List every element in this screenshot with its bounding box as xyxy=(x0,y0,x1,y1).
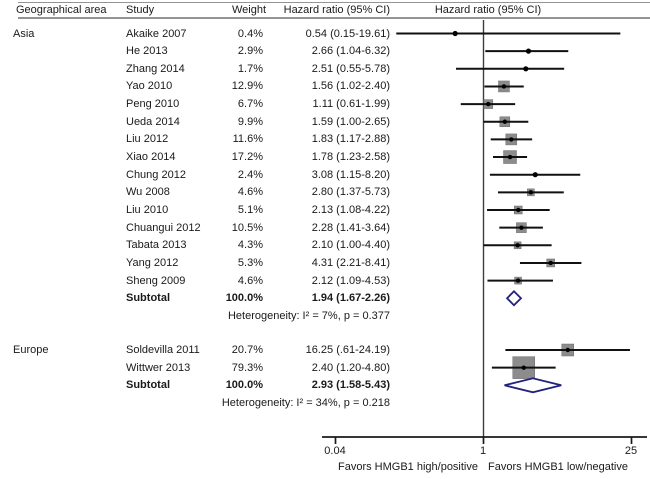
subtotal-weight: 100.0% xyxy=(225,292,263,305)
study-name: Akaike 2007 xyxy=(126,27,187,40)
study-weight: 0.4% xyxy=(237,27,263,40)
study-hr-ci: 3.08 (1.15-8.20) xyxy=(311,168,390,181)
study-weight: 4.3% xyxy=(237,239,263,252)
study-weight: 9.9% xyxy=(237,115,263,128)
study-weight: 17.2% xyxy=(231,151,263,164)
study-hr-ci: 2.13 (1.08-4.22) xyxy=(311,204,390,216)
study-hr-ci: 4.31 (2.21-8.41) xyxy=(311,256,390,269)
area-label: Europe xyxy=(13,344,49,356)
axis-tick-label-ref: 1 xyxy=(479,445,487,457)
study-hr-ci: 0.54 (0.15-19.61) xyxy=(305,27,390,40)
study-name: Peng 2010 xyxy=(126,98,180,111)
study-name: Soldevilla 2011 xyxy=(126,344,200,356)
study-hr-ci: 2.40 (1.20-4.80) xyxy=(311,361,390,374)
study-hr-ci: 2.28 (1.41-3.64) xyxy=(311,221,390,234)
study-hr-ci: 2.51 (0.55-5.78) xyxy=(311,62,390,75)
study-weight: 79.3% xyxy=(231,361,263,374)
study-weight: 5.1% xyxy=(237,204,263,216)
study-name: Sheng 2009 xyxy=(126,274,186,287)
subtotal-label: Subtotal xyxy=(126,292,170,305)
plot-header-hazard-ratio: Hazard ratio (95% CI) xyxy=(434,4,542,16)
subtotal-hr-ci: 2.93 (1.58-5.43) xyxy=(311,379,390,392)
study-weight: 4.6% xyxy=(237,186,263,199)
study-name: Zhang 2014 xyxy=(126,62,185,75)
study-weight: 12.9% xyxy=(231,80,263,93)
study-hr-ci: 1.59 (1.00-2.65) xyxy=(311,115,390,128)
study-hr-ci: 1.56 (1.02-2.40) xyxy=(311,80,390,93)
favors-left-label: Favors HMGB1 high/positive xyxy=(338,461,478,473)
study-name: Tabata 2013 xyxy=(126,239,187,252)
study-weight: 10.5% xyxy=(231,221,263,234)
study-name: Chung 2012 xyxy=(126,168,186,181)
favors-right-label: Favors HMGB1 low/negative xyxy=(488,461,628,473)
study-name: Liu 2010 xyxy=(126,204,169,216)
axis-tick-label-min: 0.04 xyxy=(324,445,346,457)
study-name: Wu 2008 xyxy=(126,186,170,199)
study-weight: 2.9% xyxy=(237,45,263,58)
axis-tick-label-max: 25 xyxy=(624,445,638,457)
study-name: Wittwer 2013 xyxy=(126,361,191,374)
study-hr-ci: 2.66 (1.04-6.32) xyxy=(311,45,390,58)
subtotal-label: Subtotal xyxy=(126,379,170,392)
study-name: Yao 2010 xyxy=(126,80,173,93)
study-hr-ci: 1.78 (1.23-2.58) xyxy=(311,151,390,164)
heterogeneity-text: Heterogeneity: I² = 34%, p = 0.218 xyxy=(221,396,390,409)
study-name: Yang 2012 xyxy=(126,256,179,269)
study-hr-ci: 2.10 (1.00-4.40) xyxy=(311,239,390,252)
column-header-weight: Weight xyxy=(231,4,267,16)
study-weight: 5.3% xyxy=(237,256,263,269)
column-header-study: Study xyxy=(126,4,155,16)
subtotal-hr-ci: 1.94 (1.67-2.26) xyxy=(311,292,390,305)
study-weight: 4.6% xyxy=(237,274,263,287)
heterogeneity-text: Heterogeneity: I² = 7%, p = 0.377 xyxy=(227,309,390,322)
study-name: Ueda 2014 xyxy=(126,115,180,128)
study-name: Chuangui 2012 xyxy=(126,221,201,234)
study-weight: 20.7% xyxy=(231,344,263,356)
study-name: He 2013 xyxy=(126,45,168,58)
study-hr-ci: 1.83 (1.17-2.88) xyxy=(311,133,390,146)
column-header-hazard-ratio: Hazard ratio (95% CI) xyxy=(283,4,390,16)
study-weight: 6.7% xyxy=(237,98,263,111)
study-hr-ci: 2.12 (1.09-4.53) xyxy=(311,274,390,287)
study-name: Liu 2012 xyxy=(126,133,169,146)
study-hr-ci: 16.25 (.61-24.19) xyxy=(305,344,390,356)
area-label: Asia xyxy=(13,27,35,40)
study-hr-ci: 1.11 (0.61-1.99) xyxy=(312,98,390,111)
study-weight: 11.6% xyxy=(232,133,263,146)
study-name: Xiao 2014 xyxy=(126,151,176,164)
column-header-geographical-area: Geographical area xyxy=(16,4,107,16)
subtotal-weight: 100.0% xyxy=(225,379,263,392)
study-hr-ci: 2.80 (1.37-5.73) xyxy=(311,186,390,199)
study-weight: 1.7% xyxy=(237,62,263,75)
study-weight: 2.4% xyxy=(237,168,263,181)
